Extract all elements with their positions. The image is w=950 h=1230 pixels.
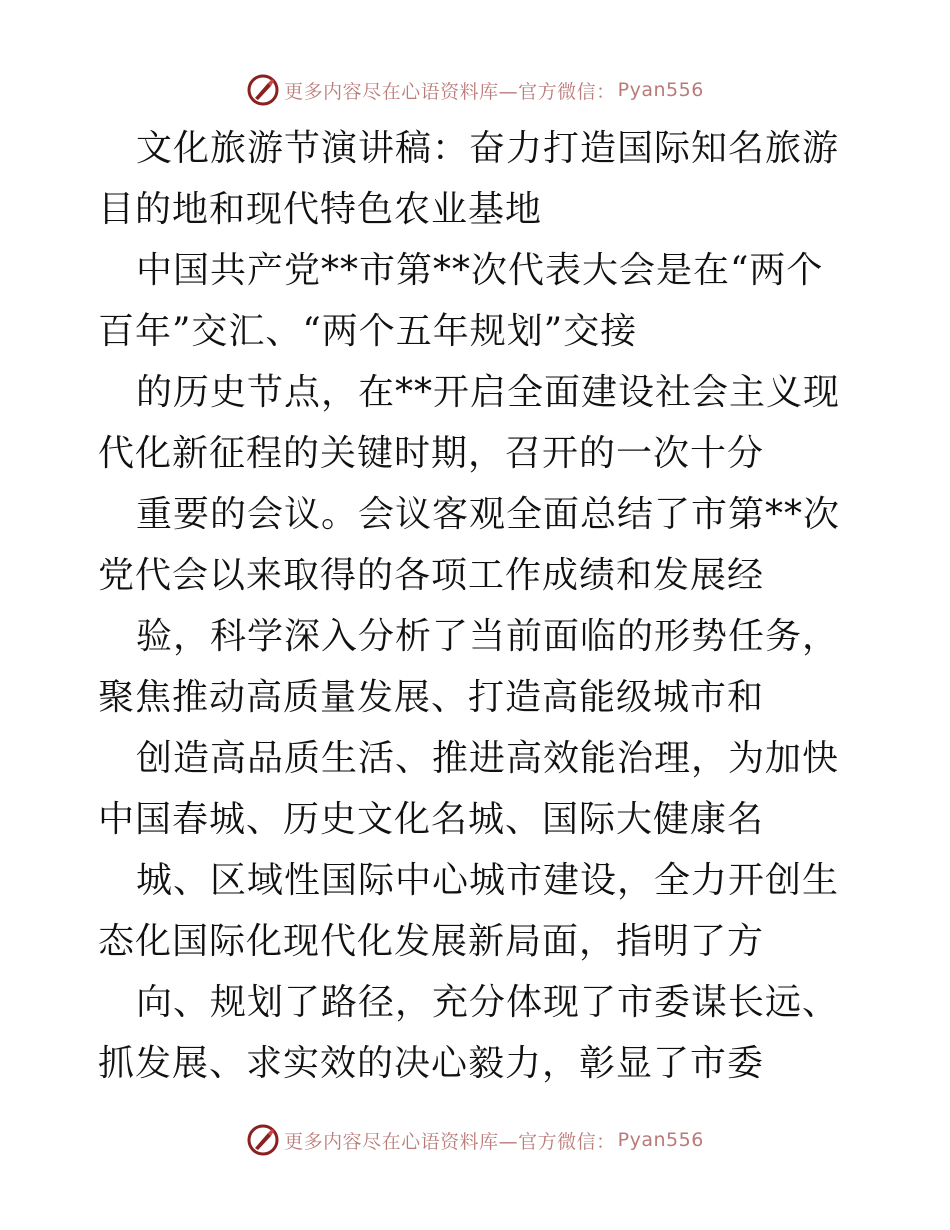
paragraph: 验，科学深入分析了当前面临的形势任务，聚焦推动高质量发展、打造高能级城市和: [98, 616, 840, 718]
watermark-handle: Pyan556: [617, 1129, 704, 1151]
document-body: [98, 118, 858, 1094]
paragraph: 中国共产党**市第**次代表大会是在“两个百年”交汇、“两个五年规划”交接: [98, 250, 824, 352]
paragraph: 向、规划了路径，充分体现了市委谋长远、抓发展、求实效的决心毅力，彰显了市委: [98, 982, 840, 1084]
watermark-text: 更多内容尽在心语资料库—官方微信：: [284, 80, 616, 103]
paragraph: 的历史节点，在**开启全面建设社会主义现代化新征程的关键时期，召开的一次十分: [98, 372, 841, 474]
watermark-handle: Pyan556: [617, 79, 704, 101]
pen-logo-icon: [246, 1123, 280, 1157]
watermark-text: 更多内容尽在心语资料库—官方微信：: [284, 1130, 616, 1153]
paragraph: 重要的会议。会议客观全面总结了市第**次党代会以来取得的各项工作成绩和发展经: [98, 494, 841, 596]
paragraph: 城、区域性国际中心城市建设，全力开创生态化国际化现代化发展新局面，指明了方: [98, 860, 840, 962]
footer-watermark: [0, 1120, 950, 1160]
document-title: 文化旅游节演讲稿：奋力打造国际知名旅游目的地和现代特色农业基地: [98, 128, 840, 230]
header-watermark: [0, 70, 950, 110]
pen-logo-icon: [246, 73, 280, 107]
paragraph: 创造高品质生活、推进高效能治理，为加快中国春城、历史文化名城、国际大健康名: [98, 738, 840, 840]
